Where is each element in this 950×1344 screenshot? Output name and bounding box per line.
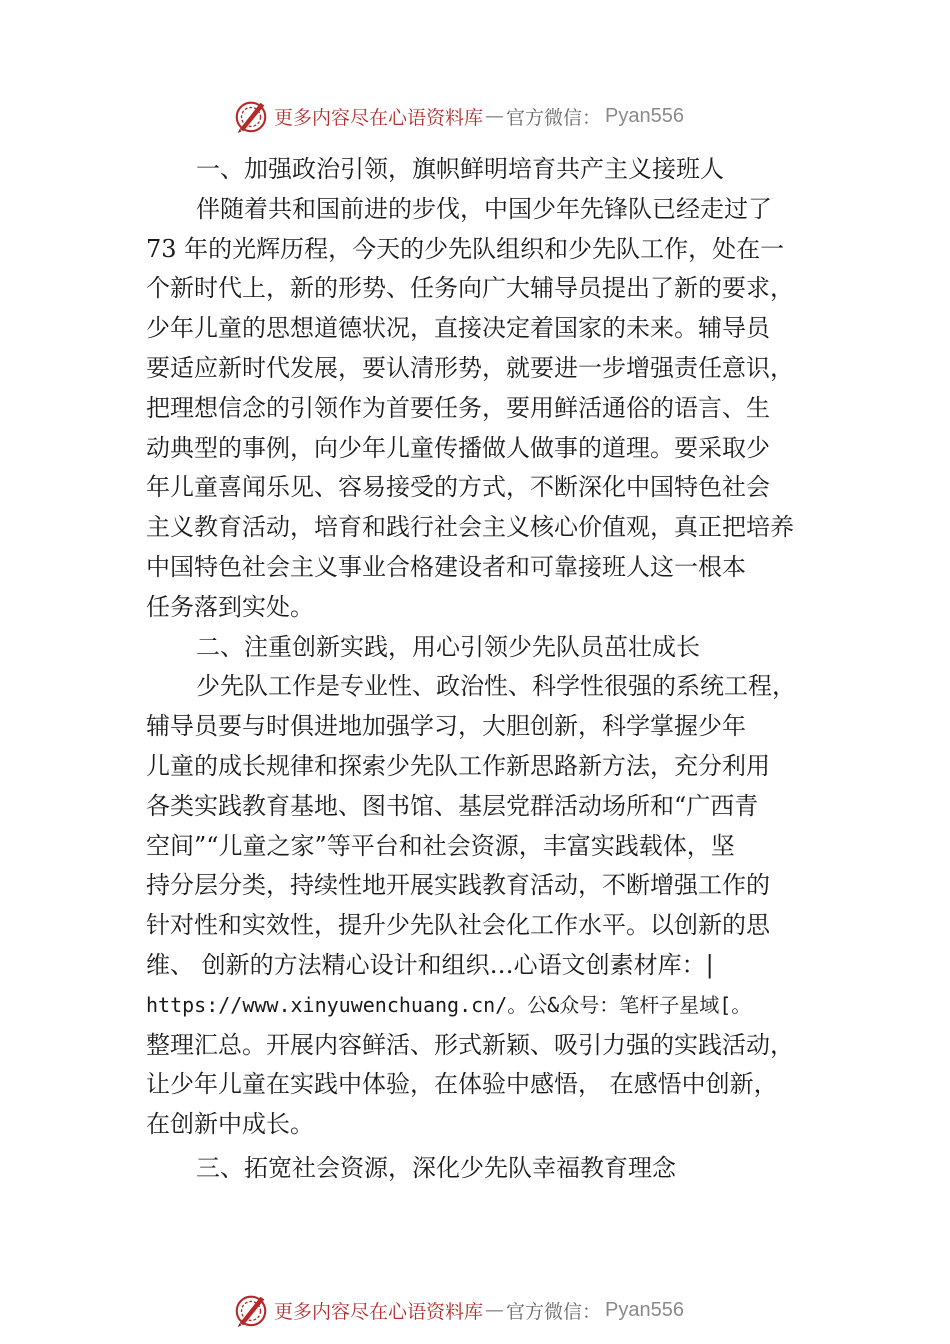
wechat-id: Pyan556: [605, 104, 684, 127]
text-line: 各类实践教育基地、图书馆、基层党群活动场所和“广西青: [146, 791, 759, 820]
text-line: 任务落到实处。: [146, 592, 314, 621]
banner-text: 更多内容尽在心语资料库: [274, 1300, 484, 1323]
banner-dash: —: [485, 105, 505, 127]
banner-text: 更多内容尽在心语资料库: [274, 106, 484, 129]
pen-logo-icon: [232, 97, 270, 135]
text-line: 空间”“儿童之家”等平台和社会资源，丰富实践载体，坚: [146, 831, 735, 860]
text-line: 三、拓宽社会资源，深化少先队幸福教育理念: [196, 1153, 676, 1182]
wechat-id: Pyan556: [605, 1298, 684, 1321]
text-line: 持分层分类，持续性地开展实践教育活动，不断增强工作的: [146, 871, 770, 900]
wechat-label: 官方微信：: [506, 106, 602, 129]
text-line: 中国特色社会主义事业合格建设者和可靠接班人这一根本: [146, 552, 746, 581]
text-line: 让少年儿童在实践中体验，在体验中感悟， 在感悟中创新，: [146, 1070, 778, 1099]
document-body: [146, 150, 826, 1189]
text-line: 个新时代上，新的形势、任务向广大辅导员提出了新的要求，: [146, 274, 794, 303]
text-line: 少先队工作是专业性、政治性、科学性很强的系统工程，: [196, 672, 796, 701]
text-line: 在创新中成长。: [146, 1110, 314, 1139]
text-line: 73 年的光辉历程，今天的少先队组织和少先队工作，处在一: [146, 234, 785, 263]
text-line: 动典型的事例，向少年儿童传播做人做事的道理。要采取少: [146, 433, 770, 462]
text-line: 少年儿童的思想道德状况，直接决定着国家的未来。辅导员: [146, 314, 770, 343]
text-line: 二、注重创新实践，用心引领少先队员茁壮成长: [196, 632, 700, 661]
text-line: 伴随着共和国前进的步伐，中国少年先锋队已经走过了: [196, 194, 772, 223]
pen-logo-icon: [232, 1291, 270, 1329]
banner-dash: —: [485, 1299, 505, 1321]
text-line: 维、 创新的方法精心设计和组织…心语文创素材库：|: [146, 950, 714, 979]
wechat-label: 官方微信：: [506, 1300, 602, 1323]
text-line: https://www.xinyuwenchuang.cn/。公&众号：笔杆子星域[。: [146, 992, 752, 1017]
text-line: 儿童的成长规律和探索少先队工作新思路新方法，充分利用: [146, 751, 770, 780]
text-line: 一、加强政治引领，旗帜鲜明培育共产主义接班人: [196, 155, 724, 183]
text-line: 主义教育活动，培育和践行社会主义核心价值观，真正把培养: [146, 513, 794, 542]
text-line: 针对性和实效性，提升少先队社会化工作水平。以创新的思: [146, 911, 770, 940]
text-line: 整理汇总。开展内容鲜活、形式新颖、吸引力强的实践活动，: [146, 1030, 794, 1059]
text-line: 辅导员要与时俱进地加强学习，大胆创新，科学掌握少年: [146, 712, 746, 741]
text-line: 要适应新时代发展，要认清形势，就要进一步增强责任意识，: [146, 353, 794, 382]
footer-banner: [232, 1290, 684, 1330]
header-banner: [232, 96, 684, 136]
text-line: 年儿童喜闻乐见、容易接受的方式，不断深化中国特色社会: [146, 473, 770, 502]
text-line: 把理想信念的引领作为首要任务，要用鲜活通俗的语言、生: [146, 393, 770, 422]
